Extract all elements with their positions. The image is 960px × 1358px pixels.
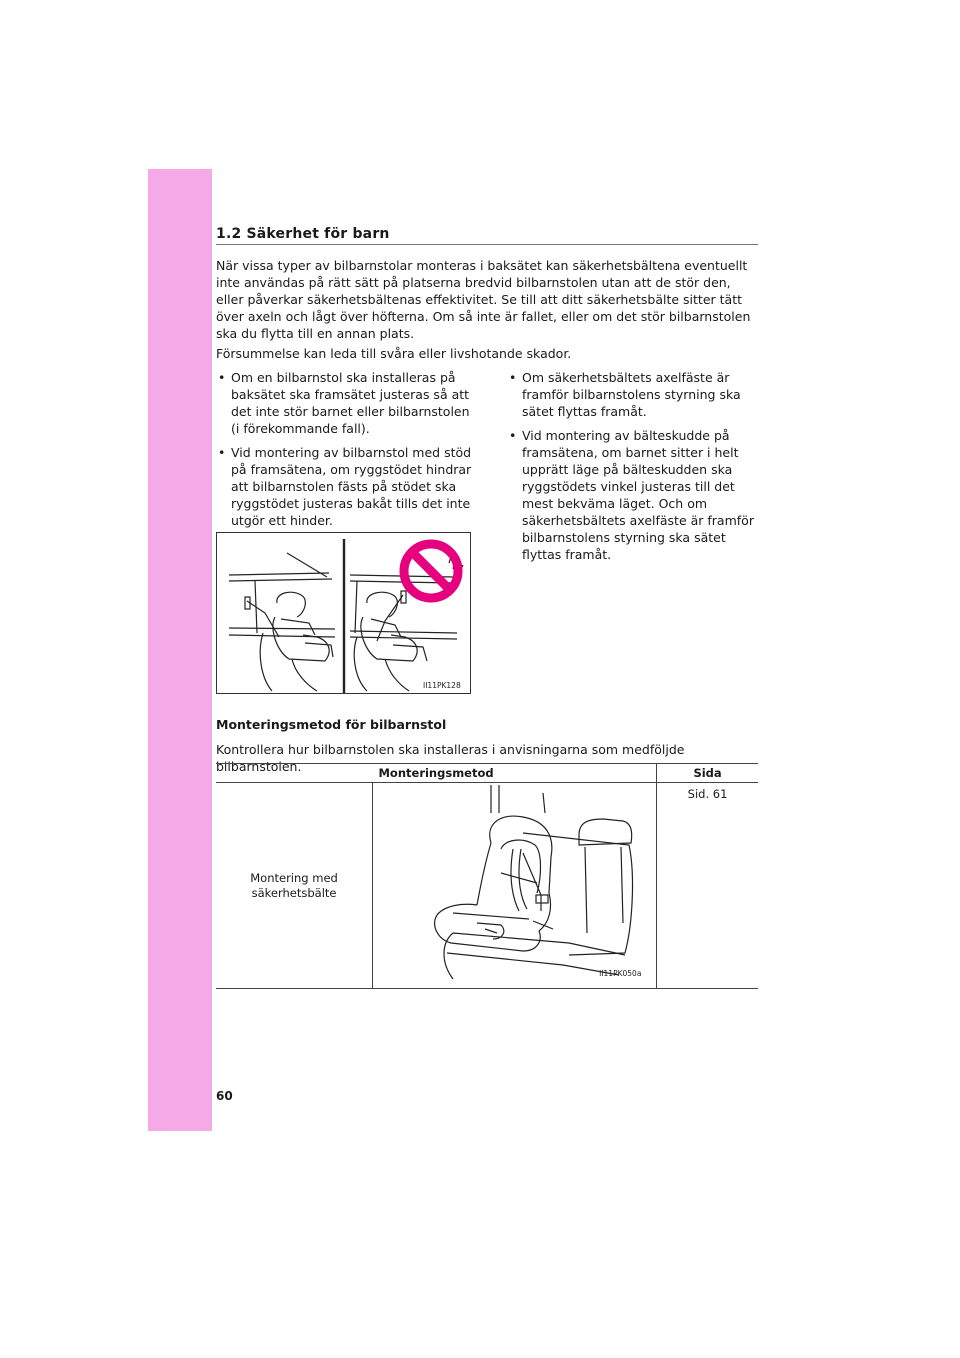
warning-paragraph: Försummelse kan leda till svåra eller livshotande skador. [216,346,572,361]
bullet-list-right [507,369,759,570]
child-seat-illustration [373,783,656,984]
page-number: 60 [216,1089,233,1103]
bullet-item: • Om en bilbarnstol ska installeras på baksätet ska framsätet justeras så att det inte stör barnet eller bilbarnstolen (i förekommande fall). [216,369,476,437]
method-cell [216,783,373,989]
installation-heading: Monteringsmetod för bilbarnstol [216,717,447,732]
section-title: 1.2 Säkerhet för barn [216,226,390,242]
table-header-row [216,764,758,783]
intro-paragraph: När vissa typer av bilbarnstolar monteras i baksätet kan säkerhetsbältena eventuellt inte användas på rätt sätt på platserna bredvid bilbarnstolen utan att de stör den, eller påverkar säkerhetsbältenas effektivitet. Se till att ditt säkerhetsbälte sitter tätt över axeln och lågt över höfterna. Om så inte är fallet, eller om det stör bilbarnstolen ska du flytta till en annan plats. [216,258,751,341]
section-sidebar-tab [148,169,212,1131]
header-method: Monteringsmetod [216,764,657,783]
installation-description: Kontrollera hur bilbarnstolen ska installeras i anvisningarna som medföljde bilbarnstolen. [216,742,685,774]
bullet-item: • Vid montering av bälteskudde på framsätena, om barnet sitter i helt upprätt läge på bälteskudden ska ryggstödets vinkel justeras till det mest bekväma läget. Och om säkerhetsbältets axelfäste är framför bilbarnstolens styrning ska sätet flyttas framåt. [507,427,759,563]
bullet-item: • Om säkerhetsbältets axelfäste är framför bilbarnstolens styrning ska sätet flyttas framåt. [507,369,759,420]
figure-code: II11PK050a [599,969,642,978]
installation-method-table [216,763,758,989]
header-page: Sida [657,764,758,783]
child-seat-drawing [373,783,656,984]
seat-adjustment-illustration [216,532,471,694]
method-label: Montering med säkerhetsbälte [250,870,338,900]
bullet-list-left [216,369,476,536]
bullet-item: • Vid montering av bilbarnstol med stöd på framsätena, om ryggstödet hindrar att bilbarnstolen fästs på stödet ska ryggstödet justeras bakåt tills det inte utgör ett hinder. [216,444,476,529]
table-row [216,783,758,989]
title-divider [216,244,758,245]
page-reference[interactable]: Sid. 61 [657,783,758,989]
figure-code: II11PK128 [423,681,461,690]
illustration-cell [373,783,657,989]
prohibition-icon [399,539,463,603]
